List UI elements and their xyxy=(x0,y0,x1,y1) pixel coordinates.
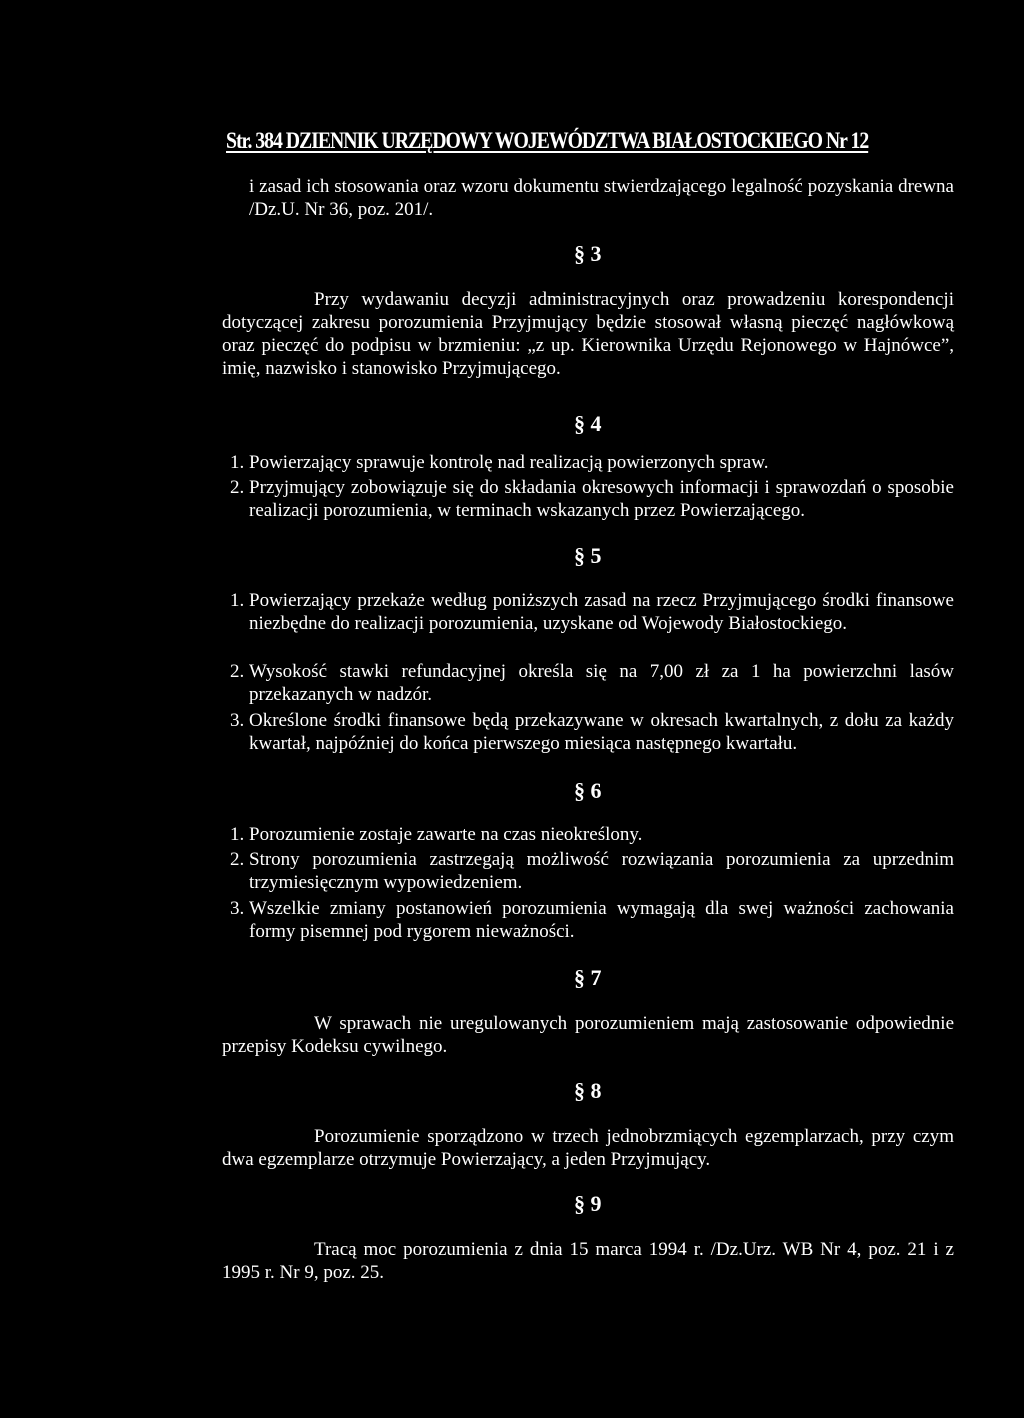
section-5-item xyxy=(230,709,954,755)
section-4-item xyxy=(230,476,954,522)
section-5-item xyxy=(230,660,954,706)
section-6-item xyxy=(230,897,954,943)
item-text: Powierzający przekaże według poniższych zasad na rzecz Przyjmującego środki finansowe niezbędne do realizacji porozumienia, uzyskane od Wojewody Białostockiego. xyxy=(249,590,954,634)
section-4-item xyxy=(230,451,954,474)
section-4-heading: § 4 xyxy=(574,411,602,436)
section-7-paragraph: W sprawach nie uregulowanych porozumieniem mają zastosowanie odpowiednie przepisy Kodeksu cywilnego. xyxy=(222,1013,954,1057)
section-3-paragraph: Przy wydawaniu decyzji administracyjnych oraz prowadzeniu korespondencji dotyczącej zakresu porozumienia Przyjmujący będzie stosował własną pieczęć nagłówkową oraz pieczęć do podpisu w brzmieniu: „z up. Kierownika Urzędu Rejonowego w Hajnówce”, imię, nazwisko i stanowisko Przyjmującego. xyxy=(222,289,954,379)
section-6-item xyxy=(230,848,954,894)
section-5-heading: § 5 xyxy=(574,543,602,568)
item-text: Powierzający sprawuje kontrolę nad realizacją powierzonych spraw. xyxy=(249,452,769,473)
section-5-item xyxy=(230,589,954,635)
section-8-paragraph: Porozumienie sporządzono w trzech jednobrzmiących egzemplarzach, przy czym dwa egzemplarze otrzymuje Powierzający, a jeden Przyjmujący. xyxy=(222,1126,954,1170)
item-text: Wszelkie zmiany postanowień porozumienia wymagają dla swej ważności zachowania formy pisemnej pod rygorem nieważności. xyxy=(249,898,954,942)
item-number: 1. xyxy=(230,824,245,845)
item-number: 1. xyxy=(230,452,245,473)
item-text: Strony porozumienia zastrzegają możliwość rozwiązania porozumienia za uprzednim trzymiesięcznym wypowiedzeniem. xyxy=(249,849,954,893)
intro-text: i zasad ich stosowania oraz wzoru dokumentu stwierdzającego legalność pozyskania drewna /Dz.U. Nr 36, poz. 201/. xyxy=(249,176,954,220)
item-number: 2. xyxy=(230,661,245,682)
section-9-paragraph: Tracą moc porozumienia z dnia 15 marca 1994 r. /Dz.Urz. WB Nr 4, poz. 21 i z 1995 r. Nr 9, poz. 25. xyxy=(222,1239,954,1283)
item-number: 1. xyxy=(230,590,245,611)
running-head: Str. 384 DZIENNIK URZĘDOWY WOJEWÓDZTWA BIAŁOSTOCKIEGO Nr 12 xyxy=(226,128,869,153)
item-number: 3. xyxy=(230,898,245,919)
item-number: 2. xyxy=(230,849,245,870)
item-text: Określone środki finansowe będą przekazywane w okresach kwartalnych, z dołu za każdy kwartał, najpóźniej do końca pierwszego miesiąca następnego kwartału. xyxy=(249,710,954,754)
section-6-item xyxy=(230,823,954,846)
section-3-heading: § 3 xyxy=(574,241,602,266)
section-6-heading: § 6 xyxy=(574,778,602,803)
item-text: Porozumienie zostaje zawarte na czas nieokreślony. xyxy=(249,824,643,845)
item-number: 3. xyxy=(230,710,245,731)
section-9-heading: § 9 xyxy=(574,1191,602,1216)
item-text: Przyjmujący zobowiązuje się do składania okresowych informacji i sprawozdań o sposobie realizacji porozumienia, w terminach wskazanych przez Powierzającego. xyxy=(249,477,954,521)
section-8-heading: § 8 xyxy=(574,1078,602,1103)
item-number: 2. xyxy=(230,477,245,498)
item-text: Wysokość stawki refundacyjnej określa się na 7,00 zł za 1 ha powierzchni lasów przekazanych w nadzór. xyxy=(249,661,954,705)
intro-paragraph xyxy=(249,175,954,221)
section-7-heading: § 7 xyxy=(574,965,602,990)
